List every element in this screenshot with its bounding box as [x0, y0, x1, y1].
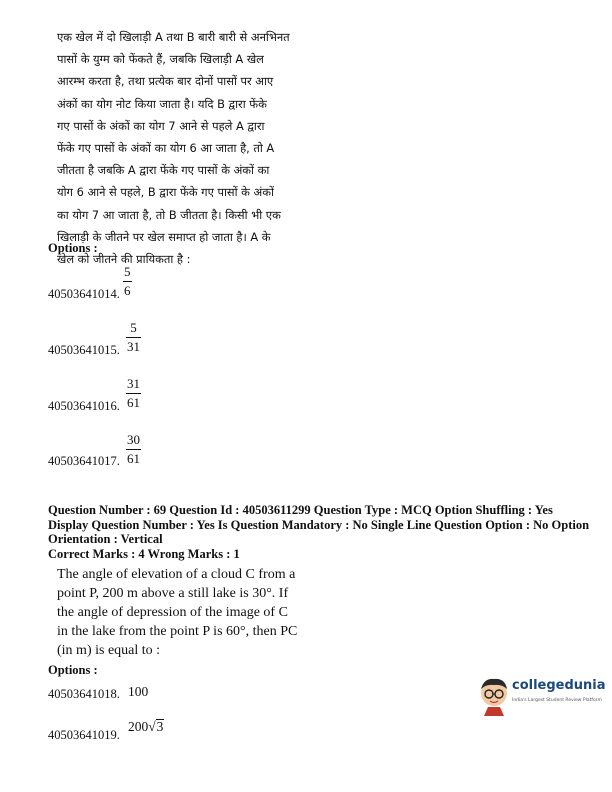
question-line: का योग 7 आ जाता है, तो B जीतता है। किसी भी एक — [57, 207, 281, 222]
question-line: जीतता है जबकि A द्वारा फेंके गए पासों के अंकों का — [57, 163, 270, 178]
option-id: 40503641019. — [48, 728, 120, 742]
brand-tagline: India's Largest Student Review Platform — [512, 698, 602, 703]
question-line: एक खेल में दो खिलाड़ी A तथा B बारी बारी से अनभिनत — [57, 30, 290, 44]
question-line: The angle of elevation of a cloud C from a — [57, 567, 296, 582]
fraction-bar — [126, 449, 141, 450]
option-fraction — [123, 264, 132, 298]
option-id: 40503641014. — [48, 287, 120, 301]
option-fraction — [126, 320, 141, 354]
radicand: 3 — [156, 719, 164, 734]
question-68-text — [57, 26, 309, 270]
question-meta-line: Orientation : Vertical — [48, 532, 163, 546]
options-label: Options : — [48, 663, 98, 677]
marks-line: Correct Marks : 4 Wrong Marks : 1 — [48, 547, 240, 561]
denominator: 31 — [127, 339, 140, 354]
collegedunia-logo — [478, 676, 604, 716]
question-line: in the lake from the point P is 60°, then PC — [57, 624, 298, 639]
question-line: फेंके गए पासों के अंकों का योग 6 आ जाता है, तो A — [57, 141, 275, 156]
numerator: 5 — [124, 264, 131, 279]
brand-name: collegedunia — [512, 678, 606, 693]
denominator: 6 — [124, 283, 131, 298]
denominator: 61 — [127, 395, 140, 410]
question-line: योग 6 आने से पहले, B द्वारा फेंके गए पासों के अंकों — [57, 185, 274, 200]
radical-sign: √ — [148, 719, 156, 734]
question-line: point P, 200 m above a still lake is 30°. If — [57, 586, 289, 601]
question-line: अंकों का योग नोट किया जाता है। यदि B द्वारा फेंके — [57, 96, 267, 111]
question-line: खेल को जीतने की प्रायिकता है : — [57, 252, 191, 267]
option-id: 40503641016. — [48, 399, 120, 413]
question-line: खिलाड़ी के जीतने पर खेल समाप्त हो जाता है। A के — [57, 229, 271, 244]
denominator: 61 — [127, 451, 140, 466]
option-fraction — [126, 376, 141, 410]
fraction-bar — [126, 337, 141, 338]
option-value — [128, 719, 164, 735]
coefficient: 200 — [128, 719, 149, 734]
question-meta-line: Display Question Number : Yes Is Question Mandatory : No Single Line Question Option : No Option — [48, 518, 590, 532]
numerator: 30 — [127, 432, 140, 447]
question-line: पासों के युग्म को फेंकते हैं, जबकि खिलाड़ी A खेल — [57, 52, 264, 67]
mascot-icon — [478, 676, 510, 716]
question-line: the angle of depression of the image of C — [57, 605, 288, 620]
question-line: आरम्भ करता है, तथा प्रत्येक बार दोनों पासों पर आए — [57, 74, 274, 89]
option-id: 40503641017. — [48, 454, 120, 468]
option-fraction — [126, 432, 141, 466]
option-value: 100 — [128, 684, 149, 699]
options-label: Options : — [48, 241, 98, 255]
question-line: (in m) is equal to : — [57, 643, 161, 658]
fraction-bar — [123, 281, 132, 282]
question-69-text — [57, 565, 327, 660]
question-meta-line: Question Number : 69 Question Id : 40503611299 Question Type : MCQ Option Shuffling : Yes — [48, 503, 553, 517]
question-line: गए पासों के अंकों का योग 7 आने से पहले A द्वारा — [57, 118, 265, 133]
option-id: 40503641015. — [48, 343, 120, 357]
fraction-bar — [126, 393, 141, 394]
numerator: 5 — [130, 320, 137, 335]
numerator: 31 — [127, 376, 140, 391]
option-id: 40503641018. — [48, 687, 120, 701]
